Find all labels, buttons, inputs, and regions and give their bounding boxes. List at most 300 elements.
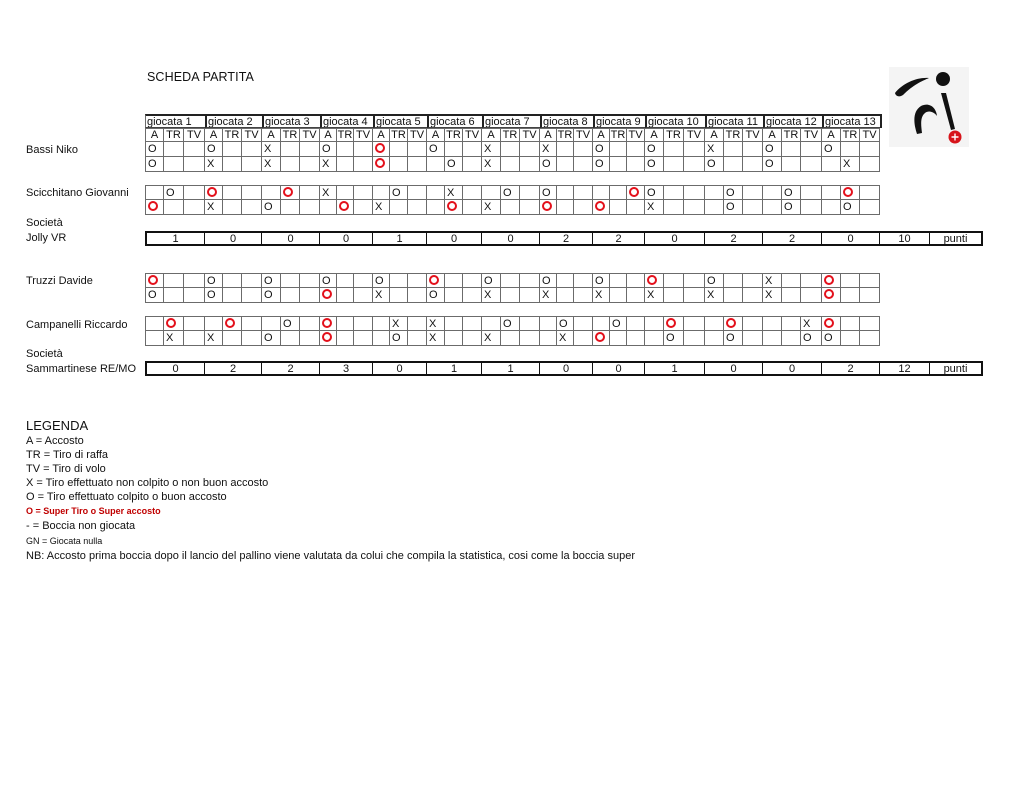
shot-cell[interactable] bbox=[300, 185, 320, 200]
shot-cell[interactable] bbox=[520, 273, 540, 288]
shot-cell[interactable] bbox=[300, 316, 320, 331]
shot-cell[interactable] bbox=[463, 273, 482, 288]
shot-cell[interactable] bbox=[223, 331, 242, 346]
shot-cell[interactable] bbox=[574, 200, 593, 215]
shot-cell[interactable] bbox=[501, 273, 520, 288]
shot-cell[interactable] bbox=[782, 288, 801, 303]
shot-cell-super[interactable] bbox=[427, 273, 445, 288]
shot-cell[interactable] bbox=[705, 200, 724, 215]
shot-cell-o[interactable]: O bbox=[373, 273, 390, 288]
shot-cell[interactable] bbox=[262, 185, 281, 200]
shot-cell[interactable] bbox=[205, 316, 223, 331]
shot-cell-o[interactable]: O bbox=[540, 157, 557, 172]
shot-cell[interactable] bbox=[724, 288, 743, 303]
shot-cell-x[interactable]: X bbox=[645, 200, 664, 215]
shot-cell[interactable] bbox=[390, 288, 408, 303]
shot-cell-x[interactable]: X bbox=[320, 157, 337, 172]
shot-cell[interactable] bbox=[540, 316, 557, 331]
shot-cell[interactable] bbox=[645, 316, 664, 331]
shot-cell[interactable] bbox=[743, 273, 763, 288]
shot-cell[interactable] bbox=[627, 142, 645, 157]
shot-cell[interactable] bbox=[262, 316, 281, 331]
shot-cell[interactable] bbox=[373, 316, 390, 331]
shot-cell[interactable] bbox=[520, 331, 540, 346]
shot-cell-x[interactable]: X bbox=[205, 331, 223, 346]
shot-cell-o[interactable]: O bbox=[540, 185, 557, 200]
shot-cell[interactable] bbox=[684, 316, 705, 331]
shot-cell[interactable] bbox=[184, 157, 205, 172]
shot-cell-x[interactable]: X bbox=[482, 200, 501, 215]
shot-cell[interactable] bbox=[164, 273, 184, 288]
shot-cell[interactable] bbox=[664, 185, 684, 200]
shot-cell[interactable] bbox=[574, 185, 593, 200]
shot-cell-o[interactable]: O bbox=[763, 142, 782, 157]
shot-cell[interactable] bbox=[463, 316, 482, 331]
shot-cell[interactable] bbox=[743, 331, 763, 346]
shot-cell[interactable] bbox=[373, 331, 390, 346]
shot-cell[interactable] bbox=[223, 142, 242, 157]
shot-cell[interactable] bbox=[557, 288, 574, 303]
shot-cell[interactable] bbox=[841, 288, 860, 303]
shot-cell[interactable] bbox=[373, 185, 390, 200]
shot-cell-o[interactable]: O bbox=[822, 142, 841, 157]
shot-cell-o[interactable]: O bbox=[801, 331, 822, 346]
shot-cell-super[interactable] bbox=[145, 200, 164, 215]
shot-cell-o[interactable]: O bbox=[145, 157, 164, 172]
shot-cell[interactable] bbox=[281, 157, 300, 172]
shot-cell-o[interactable]: O bbox=[782, 185, 801, 200]
shot-cell[interactable] bbox=[408, 288, 427, 303]
shot-cell[interactable] bbox=[463, 157, 482, 172]
shot-cell[interactable] bbox=[520, 157, 540, 172]
shot-cell-o[interactable]: O bbox=[205, 142, 223, 157]
shot-cell[interactable] bbox=[184, 142, 205, 157]
shot-cell-super[interactable] bbox=[145, 273, 164, 288]
shot-cell-o[interactable]: O bbox=[501, 185, 520, 200]
shot-cell-o[interactable]: O bbox=[782, 200, 801, 215]
shot-cell[interactable] bbox=[354, 288, 373, 303]
shot-cell[interactable] bbox=[822, 200, 841, 215]
shot-cell[interactable] bbox=[337, 142, 354, 157]
shot-cell[interactable] bbox=[684, 142, 705, 157]
shot-cell[interactable] bbox=[684, 331, 705, 346]
shot-cell-o[interactable]: O bbox=[763, 157, 782, 172]
shot-cell-super[interactable] bbox=[373, 157, 390, 172]
shot-cell[interactable] bbox=[281, 142, 300, 157]
shot-cell-x[interactable]: X bbox=[482, 288, 501, 303]
shot-cell-super[interactable] bbox=[724, 316, 743, 331]
shot-cell-o[interactable]: O bbox=[427, 142, 445, 157]
shot-cell[interactable] bbox=[610, 185, 627, 200]
shot-cell[interactable] bbox=[801, 288, 822, 303]
shot-cell[interactable] bbox=[501, 157, 520, 172]
shot-cell[interactable] bbox=[860, 200, 880, 215]
shot-cell[interactable] bbox=[223, 157, 242, 172]
shot-cell-x[interactable]: X bbox=[540, 288, 557, 303]
shot-cell-x[interactable]: X bbox=[262, 142, 281, 157]
shot-cell[interactable] bbox=[300, 157, 320, 172]
shot-cell-o[interactable]: O bbox=[841, 200, 860, 215]
shot-cell[interactable] bbox=[281, 331, 300, 346]
shot-cell[interactable] bbox=[593, 185, 610, 200]
shot-cell[interactable] bbox=[337, 331, 354, 346]
shot-cell[interactable] bbox=[390, 142, 408, 157]
shot-cell[interactable] bbox=[705, 185, 724, 200]
shot-cell[interactable] bbox=[145, 331, 164, 346]
shot-cell[interactable] bbox=[822, 185, 841, 200]
shot-cell[interactable] bbox=[801, 200, 822, 215]
shot-cell-o[interactable]: O bbox=[593, 142, 610, 157]
shot-cell[interactable] bbox=[743, 316, 763, 331]
shot-cell[interactable] bbox=[445, 331, 463, 346]
shot-cell[interactable] bbox=[164, 157, 184, 172]
shot-cell-x[interactable]: X bbox=[763, 288, 782, 303]
shot-cell-x[interactable]: X bbox=[445, 185, 463, 200]
shot-cell-o[interactable]: O bbox=[593, 273, 610, 288]
shot-cell[interactable] bbox=[627, 273, 645, 288]
shot-cell[interactable] bbox=[610, 331, 627, 346]
shot-cell[interactable] bbox=[574, 288, 593, 303]
shot-cell[interactable] bbox=[782, 316, 801, 331]
shot-cell[interactable] bbox=[664, 142, 684, 157]
shot-cell[interactable] bbox=[427, 200, 445, 215]
shot-cell[interactable] bbox=[501, 288, 520, 303]
shot-cell[interactable] bbox=[557, 200, 574, 215]
shot-cell[interactable] bbox=[860, 142, 880, 157]
shot-cell[interactable] bbox=[184, 200, 205, 215]
shot-cell[interactable] bbox=[782, 273, 801, 288]
shot-cell-x[interactable]: X bbox=[482, 331, 501, 346]
shot-cell[interactable] bbox=[463, 142, 482, 157]
shot-cell[interactable] bbox=[782, 331, 801, 346]
shot-cell[interactable] bbox=[408, 185, 427, 200]
shot-cell-o[interactable]: O bbox=[501, 316, 520, 331]
shot-cell[interactable] bbox=[164, 142, 184, 157]
shot-cell[interactable] bbox=[520, 316, 540, 331]
shot-cell[interactable] bbox=[242, 331, 262, 346]
shot-cell[interactable] bbox=[337, 316, 354, 331]
shot-cell[interactable] bbox=[427, 185, 445, 200]
shot-cell-x[interactable]: X bbox=[320, 185, 337, 200]
shot-cell[interactable] bbox=[684, 273, 705, 288]
shot-cell[interactable] bbox=[501, 142, 520, 157]
shot-cell[interactable] bbox=[841, 273, 860, 288]
shot-cell-super[interactable] bbox=[822, 316, 841, 331]
shot-cell[interactable] bbox=[520, 142, 540, 157]
shot-cell-o[interactable]: O bbox=[262, 288, 281, 303]
shot-cell[interactable] bbox=[408, 331, 427, 346]
shot-cell[interactable] bbox=[300, 331, 320, 346]
shot-cell[interactable] bbox=[610, 142, 627, 157]
shot-cell-o[interactable]: O bbox=[645, 157, 664, 172]
shot-cell[interactable] bbox=[337, 288, 354, 303]
shot-cell[interactable] bbox=[408, 142, 427, 157]
shot-cell[interactable] bbox=[164, 288, 184, 303]
shot-cell-x[interactable]: X bbox=[482, 142, 501, 157]
shot-cell-o[interactable]: O bbox=[164, 185, 184, 200]
shot-cell[interactable] bbox=[184, 185, 205, 200]
shot-cell[interactable] bbox=[705, 316, 724, 331]
shot-cell[interactable] bbox=[801, 185, 822, 200]
shot-cell[interactable] bbox=[463, 200, 482, 215]
shot-cell-super[interactable] bbox=[593, 200, 610, 215]
shot-cell[interactable] bbox=[300, 288, 320, 303]
shot-cell-x[interactable]: X bbox=[205, 157, 223, 172]
shot-cell[interactable] bbox=[860, 288, 880, 303]
shot-cell-o[interactable]: O bbox=[610, 316, 627, 331]
shot-cell-x[interactable]: X bbox=[705, 142, 724, 157]
shot-cell-super[interactable] bbox=[627, 185, 645, 200]
shot-cell[interactable] bbox=[743, 200, 763, 215]
shot-cell-o[interactable]: O bbox=[262, 331, 281, 346]
shot-cell[interactable] bbox=[354, 200, 373, 215]
shot-cell-super[interactable] bbox=[841, 185, 860, 200]
shot-cell[interactable] bbox=[664, 157, 684, 172]
shot-cell[interactable] bbox=[281, 200, 300, 215]
shot-cell[interactable] bbox=[627, 288, 645, 303]
shot-cell[interactable] bbox=[223, 200, 242, 215]
shot-cell[interactable] bbox=[593, 316, 610, 331]
shot-cell[interactable] bbox=[354, 157, 373, 172]
shot-cell[interactable] bbox=[724, 157, 743, 172]
shot-cell[interactable] bbox=[300, 200, 320, 215]
shot-cell[interactable] bbox=[145, 185, 164, 200]
shot-cell[interactable] bbox=[860, 185, 880, 200]
shot-cell-super[interactable] bbox=[822, 288, 841, 303]
shot-cell-o[interactable]: O bbox=[540, 273, 557, 288]
shot-cell-x[interactable]: X bbox=[427, 331, 445, 346]
shot-cell[interactable] bbox=[281, 288, 300, 303]
shot-cell[interactable] bbox=[445, 273, 463, 288]
shot-cell-x[interactable]: X bbox=[373, 200, 390, 215]
shot-cell-x[interactable]: X bbox=[205, 200, 223, 215]
shot-cell[interactable] bbox=[184, 288, 205, 303]
shot-cell-x[interactable]: X bbox=[540, 142, 557, 157]
shot-cell-o[interactable]: O bbox=[262, 200, 281, 215]
shot-cell[interactable] bbox=[408, 200, 427, 215]
shot-cell[interactable] bbox=[684, 288, 705, 303]
shot-cell[interactable] bbox=[574, 331, 593, 346]
shot-cell[interactable] bbox=[801, 142, 822, 157]
shot-cell-o[interactable]: O bbox=[145, 142, 164, 157]
shot-cell-o[interactable]: O bbox=[482, 273, 501, 288]
shot-cell-o[interactable]: O bbox=[320, 273, 337, 288]
shot-cell-super[interactable] bbox=[281, 185, 300, 200]
shot-cell-super[interactable] bbox=[593, 331, 610, 346]
shot-cell[interactable] bbox=[300, 142, 320, 157]
shot-cell[interactable] bbox=[164, 200, 184, 215]
shot-cell[interactable] bbox=[627, 200, 645, 215]
shot-cell-o[interactable]: O bbox=[205, 288, 223, 303]
shot-cell-o[interactable]: O bbox=[445, 157, 463, 172]
shot-cell[interactable] bbox=[627, 316, 645, 331]
shot-cell-x[interactable]: X bbox=[645, 288, 664, 303]
shot-cell[interactable] bbox=[763, 316, 782, 331]
shot-cell-super[interactable] bbox=[540, 200, 557, 215]
shot-cell[interactable] bbox=[242, 316, 262, 331]
shot-cell[interactable] bbox=[684, 200, 705, 215]
shot-cell-o[interactable]: O bbox=[705, 157, 724, 172]
shot-cell-x[interactable]: X bbox=[482, 157, 501, 172]
shot-cell[interactable] bbox=[337, 185, 354, 200]
shot-cell[interactable] bbox=[242, 142, 262, 157]
shot-cell[interactable] bbox=[801, 157, 822, 172]
shot-cell[interactable] bbox=[763, 331, 782, 346]
shot-cell[interactable] bbox=[354, 185, 373, 200]
shot-cell[interactable] bbox=[242, 185, 262, 200]
shot-cell-super[interactable] bbox=[337, 200, 354, 215]
shot-cell[interactable] bbox=[354, 142, 373, 157]
shot-cell-x[interactable]: X bbox=[373, 288, 390, 303]
shot-cell[interactable] bbox=[320, 200, 337, 215]
shot-cell[interactable] bbox=[145, 316, 164, 331]
shot-cell-o[interactable]: O bbox=[664, 331, 684, 346]
shot-cell[interactable] bbox=[427, 157, 445, 172]
shot-cell[interactable] bbox=[574, 316, 593, 331]
shot-cell[interactable] bbox=[557, 157, 574, 172]
shot-cell[interactable] bbox=[242, 200, 262, 215]
shot-cell[interactable] bbox=[300, 273, 320, 288]
shot-cell-o[interactable]: O bbox=[822, 331, 841, 346]
shot-cell[interactable] bbox=[223, 288, 242, 303]
shot-cell[interactable] bbox=[463, 331, 482, 346]
shot-cell[interactable] bbox=[281, 273, 300, 288]
shot-cell-super[interactable] bbox=[205, 185, 223, 200]
shot-cell[interactable] bbox=[743, 288, 763, 303]
shot-cell[interactable] bbox=[390, 200, 408, 215]
shot-cell-x[interactable]: X bbox=[262, 157, 281, 172]
shot-cell[interactable] bbox=[354, 316, 373, 331]
shot-cell-super[interactable] bbox=[822, 273, 841, 288]
shot-cell[interactable] bbox=[841, 316, 860, 331]
shot-cell[interactable] bbox=[520, 200, 540, 215]
shot-cell[interactable] bbox=[724, 273, 743, 288]
shot-cell[interactable] bbox=[801, 273, 822, 288]
shot-cell-o[interactable]: O bbox=[320, 142, 337, 157]
shot-cell[interactable] bbox=[610, 273, 627, 288]
shot-cell[interactable] bbox=[354, 273, 373, 288]
shot-cell[interactable] bbox=[242, 157, 262, 172]
shot-cell-super[interactable] bbox=[664, 316, 684, 331]
shot-cell-o[interactable]: O bbox=[645, 185, 664, 200]
shot-cell-x[interactable]: X bbox=[427, 316, 445, 331]
shot-cell[interactable] bbox=[501, 200, 520, 215]
shot-cell[interactable] bbox=[540, 331, 557, 346]
shot-cell-x[interactable]: X bbox=[390, 316, 408, 331]
shot-cell[interactable] bbox=[223, 273, 242, 288]
shot-cell[interactable] bbox=[610, 157, 627, 172]
shot-cell-o[interactable]: O bbox=[724, 331, 743, 346]
shot-cell[interactable] bbox=[390, 273, 408, 288]
shot-cell[interactable] bbox=[184, 273, 205, 288]
shot-cell[interactable] bbox=[445, 316, 463, 331]
shot-cell-o[interactable]: O bbox=[593, 157, 610, 172]
shot-cell[interactable] bbox=[501, 331, 520, 346]
shot-cell[interactable] bbox=[743, 142, 763, 157]
shot-cell-super[interactable] bbox=[164, 316, 184, 331]
shot-cell-o[interactable]: O bbox=[557, 316, 574, 331]
shot-cell[interactable] bbox=[337, 157, 354, 172]
shot-cell[interactable] bbox=[860, 273, 880, 288]
shot-cell-o[interactable]: O bbox=[705, 273, 724, 288]
shot-cell[interactable] bbox=[223, 185, 242, 200]
shot-cell-x[interactable]: X bbox=[593, 288, 610, 303]
shot-cell[interactable] bbox=[645, 331, 664, 346]
shot-cell[interactable] bbox=[684, 185, 705, 200]
shot-cell-o[interactable]: O bbox=[724, 200, 743, 215]
shot-cell[interactable] bbox=[520, 185, 540, 200]
shot-cell[interactable] bbox=[574, 142, 593, 157]
shot-cell-x[interactable]: X bbox=[164, 331, 184, 346]
shot-cell[interactable] bbox=[408, 316, 427, 331]
shot-cell[interactable] bbox=[627, 331, 645, 346]
shot-cell-super[interactable] bbox=[320, 331, 337, 346]
shot-cell[interactable] bbox=[574, 157, 593, 172]
shot-cell[interactable] bbox=[463, 185, 482, 200]
shot-cell[interactable] bbox=[354, 331, 373, 346]
shot-cell-x[interactable]: X bbox=[705, 288, 724, 303]
shot-cell[interactable] bbox=[743, 185, 763, 200]
shot-cell[interactable] bbox=[860, 157, 880, 172]
shot-cell[interactable] bbox=[337, 273, 354, 288]
shot-cell[interactable] bbox=[242, 288, 262, 303]
shot-cell[interactable] bbox=[664, 273, 684, 288]
shot-cell[interactable] bbox=[763, 185, 782, 200]
shot-cell-super[interactable] bbox=[373, 142, 390, 157]
shot-cell-o[interactable]: O bbox=[205, 273, 223, 288]
shot-cell[interactable] bbox=[482, 185, 501, 200]
shot-cell-o[interactable]: O bbox=[724, 185, 743, 200]
shot-cell[interactable] bbox=[860, 331, 880, 346]
shot-cell[interactable] bbox=[463, 288, 482, 303]
shot-cell[interactable] bbox=[445, 288, 463, 303]
shot-cell-super[interactable] bbox=[223, 316, 242, 331]
shot-cell[interactable] bbox=[557, 273, 574, 288]
shot-cell-super[interactable] bbox=[645, 273, 664, 288]
shot-cell-super[interactable] bbox=[320, 316, 337, 331]
shot-cell[interactable] bbox=[763, 200, 782, 215]
shot-cell[interactable] bbox=[841, 331, 860, 346]
shot-cell-super[interactable] bbox=[320, 288, 337, 303]
shot-cell[interactable] bbox=[782, 157, 801, 172]
shot-cell[interactable] bbox=[408, 273, 427, 288]
shot-cell[interactable] bbox=[610, 200, 627, 215]
shot-cell[interactable] bbox=[684, 157, 705, 172]
shot-cell[interactable] bbox=[520, 288, 540, 303]
shot-cell[interactable] bbox=[841, 142, 860, 157]
shot-cell-o[interactable]: O bbox=[145, 288, 164, 303]
shot-cell-o[interactable]: O bbox=[390, 185, 408, 200]
shot-cell[interactable] bbox=[445, 142, 463, 157]
shot-cell[interactable] bbox=[782, 142, 801, 157]
shot-cell-x[interactable]: X bbox=[841, 157, 860, 172]
shot-cell[interactable] bbox=[242, 273, 262, 288]
shot-cell-x[interactable]: X bbox=[763, 273, 782, 288]
shot-cell-o[interactable]: O bbox=[427, 288, 445, 303]
shot-cell[interactable] bbox=[627, 157, 645, 172]
shot-cell[interactable] bbox=[664, 200, 684, 215]
shot-cell[interactable] bbox=[705, 331, 724, 346]
shot-cell[interactable] bbox=[743, 157, 763, 172]
shot-cell-x[interactable]: X bbox=[801, 316, 822, 331]
shot-cell[interactable] bbox=[184, 331, 205, 346]
shot-cell[interactable] bbox=[408, 157, 427, 172]
shot-cell-o[interactable]: O bbox=[262, 273, 281, 288]
shot-cell[interactable] bbox=[390, 157, 408, 172]
shot-cell[interactable] bbox=[482, 316, 501, 331]
shot-cell[interactable] bbox=[184, 316, 205, 331]
shot-cell[interactable] bbox=[574, 273, 593, 288]
